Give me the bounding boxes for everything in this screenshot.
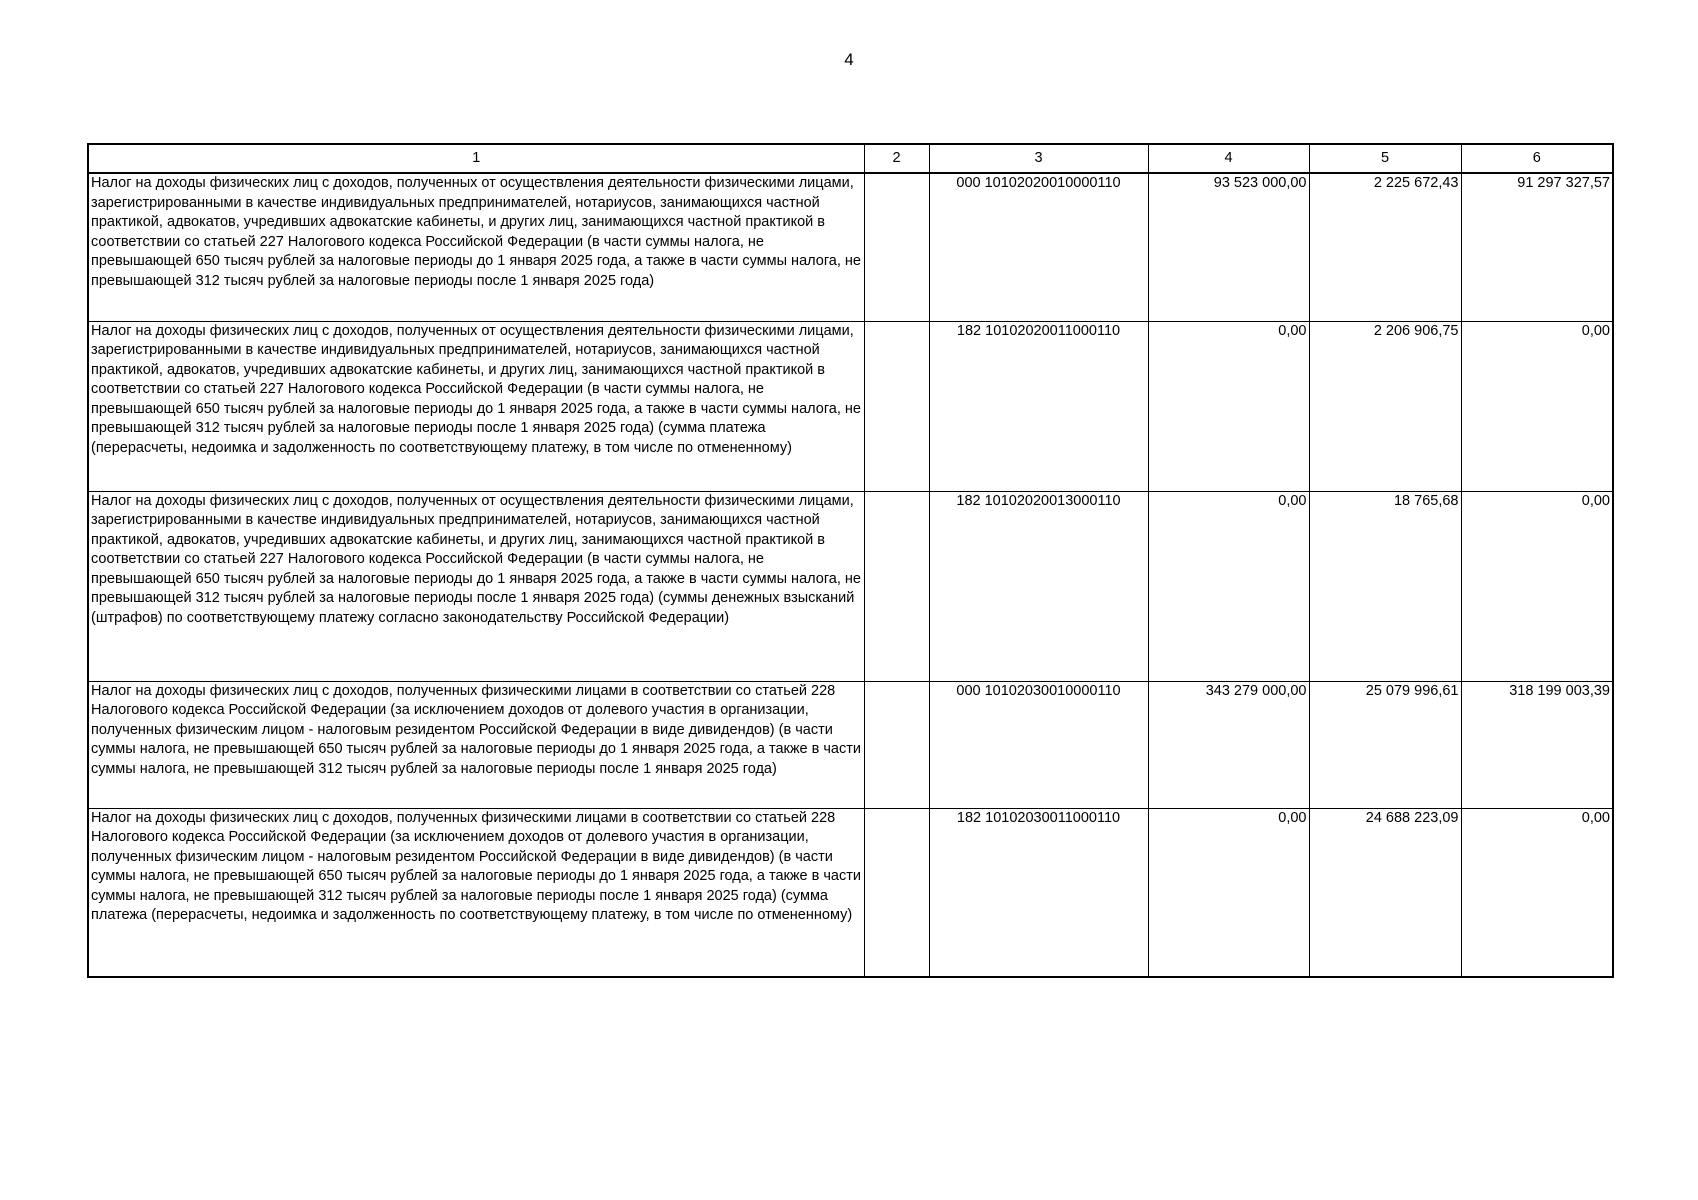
row-value-col4: 0,00 <box>1148 321 1309 491</box>
row-value-col4: 343 279 000,00 <box>1148 681 1309 808</box>
row-budget-code: 182 10102020013000110 <box>929 491 1148 681</box>
row-value-col5: 25 079 996,61 <box>1309 681 1461 808</box>
row-column-2 <box>864 173 929 321</box>
row-budget-code: 182 10102020011000110 <box>929 321 1148 491</box>
column-number-row <box>88 144 1613 173</box>
column-header-1: 1 <box>88 144 864 173</box>
column-header-6: 6 <box>1461 144 1613 173</box>
row-column-2 <box>864 491 929 681</box>
row-column-2 <box>864 808 929 977</box>
row-value-col4: 93 523 000,00 <box>1148 173 1309 321</box>
income-report-table <box>87 143 1614 978</box>
row-value-col6: 0,00 <box>1461 808 1613 977</box>
column-header-2: 2 <box>864 144 929 173</box>
row-column-2 <box>864 321 929 491</box>
row-value-col4: 0,00 <box>1148 808 1309 977</box>
row-value-col5: 18 765,68 <box>1309 491 1461 681</box>
table-row <box>88 321 1613 491</box>
row-value-col5: 2 206 906,75 <box>1309 321 1461 491</box>
row-budget-code: 000 10102020010000110 <box>929 173 1148 321</box>
row-value-col4: 0,00 <box>1148 491 1309 681</box>
row-value-col5: 2 225 672,43 <box>1309 173 1461 321</box>
row-description: Налог на доходы физических лиц с доходов, полученных физическими лицами в соответствии со статьей 228 Налогового кодекса Российской Федерации (за исключением доходов от долевого участия в организации, полученных физическим лицом - налоговым резидентом Российской Федерации в виде дивидендов) (в части суммы налога, не превышающей 650 тысяч рублей за налоговые периоды до 1 января 2025 года, а также в части суммы налога, не превышающей 312 тысяч рублей за налоговые периоды после 1 января 2025 года) (сумма платежа (перерасчеты, недоимка и задолженность по соответствующему платежу, в том числе по отмененному) <box>88 808 864 977</box>
page-number: 4 <box>844 50 854 69</box>
row-value-col6: 0,00 <box>1461 321 1613 491</box>
row-value-col6: 0,00 <box>1461 491 1613 681</box>
row-budget-code: 000 10102030010000110 <box>929 681 1148 808</box>
row-value-col5: 24 688 223,09 <box>1309 808 1461 977</box>
row-value-col6: 91 297 327,57 <box>1461 173 1613 321</box>
row-description: Налог на доходы физических лиц с доходов, полученных от осуществления деятельности физическими лицами, зарегистрированными в качестве индивидуальных предпринимателей, нотариусов, занимающихся частной практикой, адвокатов, учредивших адвокатские кабинеты, и других лиц, занимающихся частной практикой в соответствии со статьей 227 Налогового кодекса Российской Федерации (в части суммы налога, не превышающей 650 тысяч рублей за налоговые периоды до 1 января 2025 года, а также в части суммы налога, не превышающей 312 тысяч рублей за налоговые периоды после 1 января 2025 года) (сумма платежа (перерасчеты, недоимка и задолженность по соответствующему платежу, в том числе по отмененному) <box>88 321 864 491</box>
table-header <box>88 144 1613 173</box>
table-row <box>88 491 1613 681</box>
column-header-3: 3 <box>929 144 1148 173</box>
row-description: Налог на доходы физических лиц с доходов, полученных от осуществления деятельности физическими лицами, зарегистрированными в качестве индивидуальных предпринимателей, нотариусов, занимающихся частной практикой, адвокатов, учредивших адвокатские кабинеты, и других лиц, занимающихся частной практикой в соответствии со статьей 227 Налогового кодекса Российской Федерации (в части суммы налога, не превышающей 650 тысяч рублей за налоговые периоды до 1 января 2025 года, а также в части суммы налога, не превышающей 312 тысяч рублей за налоговые периоды после 1 января 2025 года) (суммы денежных взысканий (штрафов) по соответствующему платежу согласно законодательству Российской Федерации) <box>88 491 864 681</box>
row-column-2 <box>864 681 929 808</box>
row-budget-code: 182 10102030011000110 <box>929 808 1148 977</box>
table-row <box>88 681 1613 808</box>
table-row <box>88 808 1613 977</box>
row-description: Налог на доходы физических лиц с доходов, полученных физическими лицами в соответствии со статьей 228 Налогового кодекса Российской Федерации (за исключением доходов от долевого участия в организации, полученных физическим лицом - налоговым резидентом Российской Федерации в виде дивидендов) (в части суммы налога, не превышающей 650 тысяч рублей за налоговые периоды до 1 января 2025 года, а также в части суммы налога, не превышающей 312 тысяч рублей за налоговые периоды после 1 января 2025 года) <box>88 681 864 808</box>
table-row <box>88 173 1613 321</box>
column-header-4: 4 <box>1148 144 1309 173</box>
column-header-5: 5 <box>1309 144 1461 173</box>
table-body <box>88 173 1613 977</box>
row-value-col6: 318 199 003,39 <box>1461 681 1613 808</box>
row-description: Налог на доходы физических лиц с доходов, полученных от осуществления деятельности физическими лицами, зарегистрированными в качестве индивидуальных предпринимателей, нотариусов, занимающихся частной практикой, адвокатов, учредивших адвокатские кабинеты, и других лиц, занимающихся частной практикой в соответствии со статьей 227 Налогового кодекса Российской Федерации (в части суммы налога, не превышающей 650 тысяч рублей за налоговые периоды до 1 января 2025 года, а также в части суммы налога, не превышающей 312 тысяч рублей за налоговые периоды после 1 января 2025 года) <box>88 173 864 321</box>
